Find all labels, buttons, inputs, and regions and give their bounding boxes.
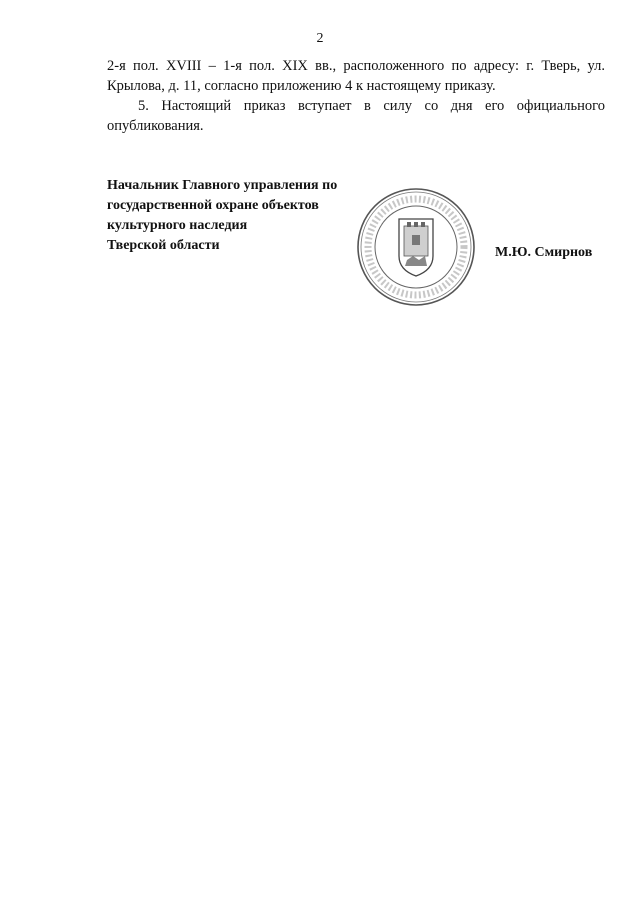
paragraph-effective-date: 5. Настоящий приказ вступает в силу со дня его официального опубликования. xyxy=(107,98,605,134)
signer-title-line: государственной охране объектов xyxy=(107,198,319,213)
official-seal-icon xyxy=(355,186,477,308)
document-body xyxy=(107,56,605,136)
signer-name: М.Ю. Смирнов xyxy=(495,245,593,260)
signer-title-line: Тверской области xyxy=(107,238,220,253)
paragraph-object-address: 2-я пол. XVIII – 1-я пол. XIX вв., расположенного по адресу: г. Тверь, ул. Крылова, д. 11, согласно приложению 4 к настоящему приказу. xyxy=(107,58,605,94)
signer-title xyxy=(107,176,377,256)
signer-title-line: культурного наследия xyxy=(107,218,248,233)
page-number: 2 xyxy=(316,31,324,46)
signer-title-line: Начальник Главного управления по xyxy=(107,178,338,193)
